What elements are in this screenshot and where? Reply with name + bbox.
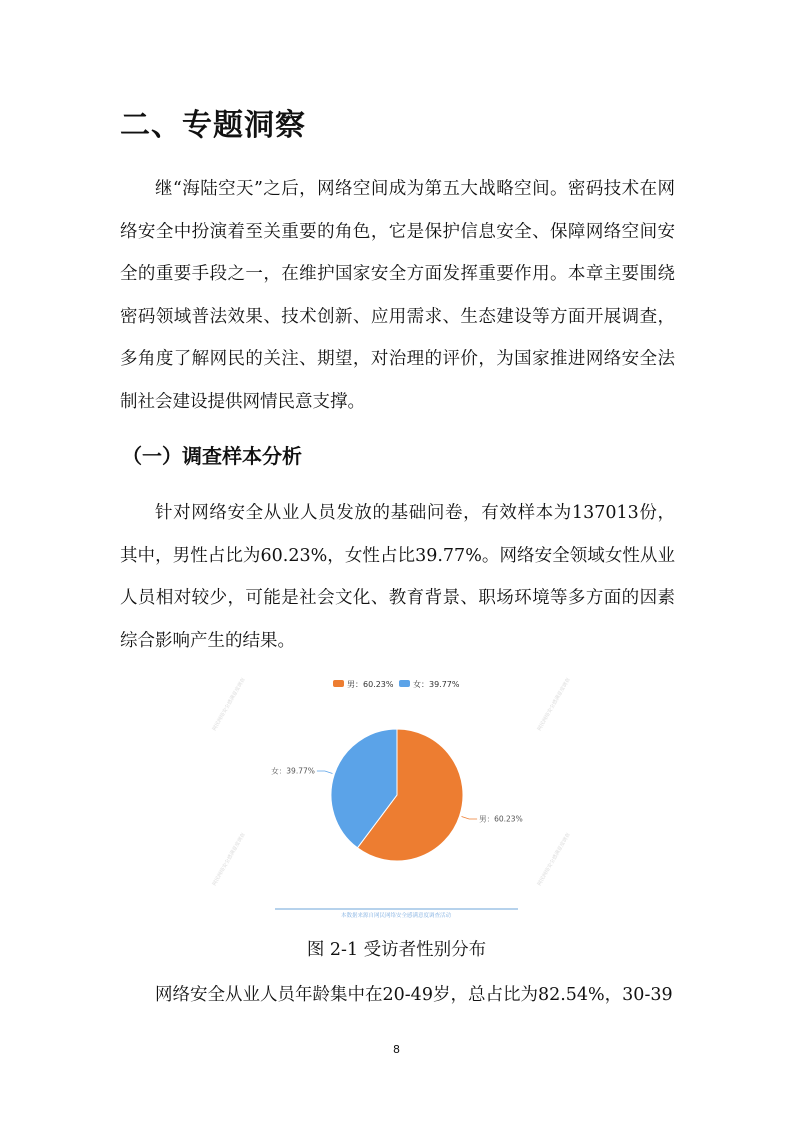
- figure-caption: 图 2-1 受访者性别分布: [306, 940, 487, 960]
- section-title: 二、专题洞察: [120, 108, 306, 143]
- watermark-text: 网民网络安全感满意度调查: [536, 832, 572, 887]
- legend-swatch: [333, 680, 344, 687]
- continuation-paragraph: 网络安全从业人员年龄集中在20-49岁，总占比为82.54%，30-39: [155, 985, 673, 1005]
- legend-swatch: [399, 680, 410, 687]
- legend-label: 男：60.23%: [347, 680, 394, 689]
- legend-label: 女：39.77%: [413, 680, 460, 689]
- data-label: 女：39.77%: [271, 766, 315, 776]
- watermark-text: 网民网络安全感满意度调查: [536, 677, 572, 732]
- watermark-text: 网民网络安全感满意度调查: [211, 832, 247, 887]
- intro-paragraph: 继“海陆空天”之后，网络空间成为第五大战略空间。密码技术在网络安全中扮演着至关重要的角色，它是保护信息安全、保障网络空间安全的重要手段之一，在维护国家安全方面发挥重要作用。本章主要围绕密码领域普法效果、技术创新、应用需求、生态建设等方面开展调查，多角度了解网民的关注、期望，对治理的评价，为国家推进网络安全法制社会建设提供网情民意支撑。: [120, 179, 675, 412]
- page-number: 8: [393, 1043, 400, 1056]
- sample-paragraph: 针对网络安全从业人员发放的基础问卷，有效样本为137013份，其中，男性占比为60.23%，女性占比39.77%。网络安全领域女性从业人员相对较少，可能是社会文化、教育背景、职场环境等多方面的因素综合影响产生的结果。: [120, 503, 675, 651]
- pie-chart-svg: [205, 660, 585, 920]
- watermark-text: 网民网络安全感满意度调查: [211, 677, 247, 732]
- subsection-title: （一）调查样本分析: [122, 444, 302, 468]
- source-note: 本数据来源自网民网络安全感满意度调查活动: [340, 913, 452, 919]
- gender-pie-chart: [205, 660, 585, 920]
- data-label-leader: [317, 771, 333, 774]
- data-label-leader: [462, 816, 478, 819]
- data-label: 男：60.23%: [479, 814, 523, 824]
